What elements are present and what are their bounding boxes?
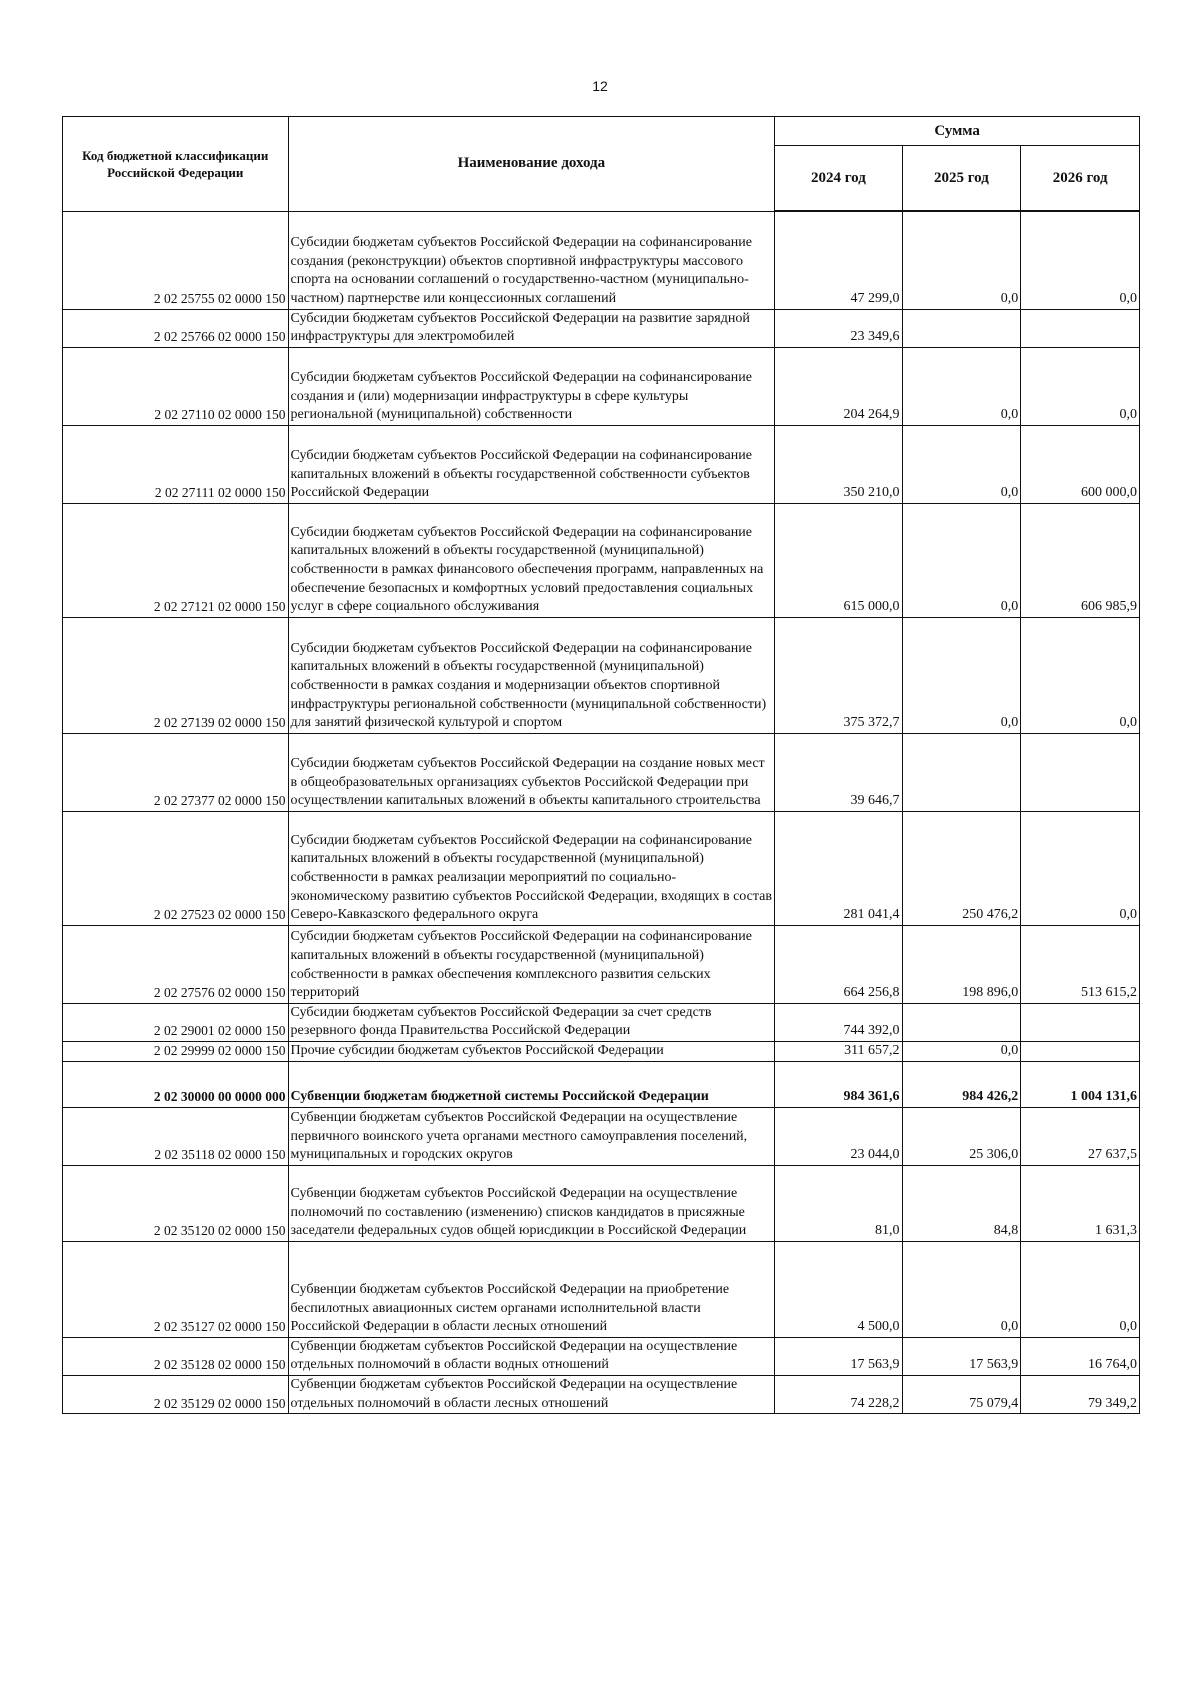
income-name-cell: Субсидии бюджетам субъектов Российской Федерации на софинансирование капитальных вложений в объекты государственной (муниципальной) собственности в рамках финансового обеспечения программ, направленных на обеспечение безопасных и комфортных условий предоставления социальных услуг в сфере социального обслуживания [288,503,775,617]
amount-2024-cell: 39 646,7 [775,733,902,811]
amount-2025-cell: 17 563,9 [902,1337,1021,1375]
budget-code-cell: 2 02 27523 02 0000 150 [63,811,289,925]
income-name-cell: Субвенции бюджетам бюджетной системы Российской Федерации [288,1061,775,1107]
amount-2025-cell: 0,0 [902,211,1021,309]
amount-2025-cell: 0,0 [902,617,1021,733]
table-body [63,211,1140,1414]
income-name-cell: Субсидии бюджетам субъектов Российской Федерации на софинансирование капитальных вложений в объекты государственной (муниципальной) собственности в рамках реализации мероприятий по социально-экономическому развитию субъектов Российской Федерации, входящих в состав Северо-Кавказского федерального округа [288,811,775,925]
table-row [63,1107,1140,1165]
budget-code-cell: 2 02 27110 02 0000 150 [63,347,289,425]
amount-2026-cell [1021,1003,1140,1041]
table-row [63,733,1140,811]
table-row [63,617,1140,733]
amount-2026-cell [1021,1041,1140,1061]
amount-2026-cell: 0,0 [1021,347,1140,425]
amount-2024-cell: 4 500,0 [775,1241,902,1337]
amount-2024-cell: 375 372,7 [775,617,902,733]
page-number: 12 [592,78,608,94]
amount-2025-cell: 0,0 [902,1241,1021,1337]
table-row [63,347,1140,425]
amount-2026-cell: 0,0 [1021,211,1140,309]
budget-code-cell: 2 02 25766 02 0000 150 [63,309,289,347]
header-code-column: Код бюджетной классификации Российской Федерации [63,117,289,212]
budget-code-cell: 2 02 27121 02 0000 150 [63,503,289,617]
amount-2024-cell: 744 392,0 [775,1003,902,1041]
amount-2024-cell: 23 044,0 [775,1107,902,1165]
income-name-cell: Субвенции бюджетам субъектов Российской Федерации на приобретение беспилотных авиационных систем органами исполнительной власти Российской Федерации в области лесных отношений [288,1241,775,1337]
table-row [63,503,1140,617]
amount-2025-cell: 25 306,0 [902,1107,1021,1165]
amount-2026-cell: 79 349,2 [1021,1376,1140,1414]
amount-2024-cell: 311 657,2 [775,1041,902,1061]
amount-2026-cell: 600 000,0 [1021,425,1140,503]
table-row [63,811,1140,925]
income-name-cell: Субсидии бюджетам субъектов Российской Федерации за счет средств резервного фонда Правительства Российской Федерации [288,1003,775,1041]
table-row [63,1241,1140,1337]
amount-2024-cell: 81,0 [775,1165,902,1241]
amount-2024-cell: 74 228,2 [775,1376,902,1414]
header-year-2025: 2025 год [902,146,1021,212]
budget-code-cell: 2 02 35129 02 0000 150 [63,1376,289,1414]
income-name-cell: Субсидии бюджетам субъектов Российской Федерации на софинансирование создания (реконструкции) объектов спортивной инфраструктуры массового спорта на основании соглашений о государственно-частном (муниципально-частном) партнерстве или концессионных соглашений [288,211,775,309]
header-year-2024: 2024 год [775,146,902,212]
income-name-cell: Субсидии бюджетам субъектов Российской Федерации на развитие зарядной инфраструктуры для электромобилей [288,309,775,347]
amount-2025-cell: 250 476,2 [902,811,1021,925]
budget-table [62,116,1140,1414]
amount-2025-cell: 984 426,2 [902,1061,1021,1107]
budget-code-cell: 2 02 25755 02 0000 150 [63,211,289,309]
amount-2026-cell: 27 637,5 [1021,1107,1140,1165]
income-name-cell: Субвенции бюджетам субъектов Российской Федерации на осуществление отдельных полномочий в области лесных отношений [288,1376,775,1414]
budget-code-cell: 2 02 27111 02 0000 150 [63,425,289,503]
income-name-cell: Субсидии бюджетам субъектов Российской Федерации на софинансирование капитальных вложений в объекты государственной (муниципальной) собственности в рамках создания и модернизации объектов спортивной инфраструктуры региональной собственности (муниципальной собственности) для занятий физической культурой и спортом [288,617,775,733]
budget-code-cell: 2 02 35127 02 0000 150 [63,1241,289,1337]
income-name-cell: Субсидии бюджетам субъектов Российской Федерации на создание новых мест в общеобразовательных организациях субъектов Российской Федерации при осуществлении капитальных вложений в объекты капитального строительства [288,733,775,811]
amount-2026-cell: 0,0 [1021,617,1140,733]
amount-2025-cell: 198 896,0 [902,925,1021,1003]
amount-2026-cell [1021,309,1140,347]
budget-code-cell: 2 02 35118 02 0000 150 [63,1107,289,1165]
table-row [63,309,1140,347]
header-year-2026: 2026 год [1021,146,1140,212]
budget-code-cell: 2 02 27576 02 0000 150 [63,925,289,1003]
amount-2025-cell: 0,0 [902,1041,1021,1061]
amount-2026-cell: 1 004 131,6 [1021,1061,1140,1107]
amount-2026-cell: 0,0 [1021,1241,1140,1337]
amount-2026-cell: 16 764,0 [1021,1337,1140,1375]
income-name-cell: Субвенции бюджетам субъектов Российской Федерации на осуществление первичного воинского учета органами местного самоуправления поселений, муниципальных и городских округов [288,1107,775,1165]
table-row [63,211,1140,309]
table-row [63,1041,1140,1061]
header-sum-column: Сумма [775,117,1140,146]
budget-code-cell: 2 02 35120 02 0000 150 [63,1165,289,1241]
budget-code-cell: 2 02 27377 02 0000 150 [63,733,289,811]
budget-code-cell: 2 02 29001 02 0000 150 [63,1003,289,1041]
amount-2025-cell: 0,0 [902,425,1021,503]
amount-2024-cell: 47 299,0 [775,211,902,309]
income-name-cell: Субсидии бюджетам субъектов Российской Федерации на софинансирование создания и (или) модернизации инфраструктуры в сфере культуры региональной (муниципальной) собственности [288,347,775,425]
amount-2026-cell [1021,733,1140,811]
budget-code-cell: 2 02 35128 02 0000 150 [63,1337,289,1375]
amount-2026-cell: 606 985,9 [1021,503,1140,617]
amount-2024-cell: 615 000,0 [775,503,902,617]
income-name-cell: Субвенции бюджетам субъектов Российской Федерации на осуществление полномочий по составлению (изменению) списков кандидатов в присяжные заседатели федеральных судов общей юрисдикции в Российской Федерации [288,1165,775,1241]
amount-2026-cell: 1 631,3 [1021,1165,1140,1241]
budget-code-cell: 2 02 29999 02 0000 150 [63,1041,289,1061]
amount-2024-cell: 204 264,9 [775,347,902,425]
amount-2024-cell: 350 210,0 [775,425,902,503]
income-name-cell: Субсидии бюджетам субъектов Российской Федерации на софинансирование капитальных вложений в объекты государственной (муниципальной) собственности в рамках обеспечения комплексного развития сельских территорий [288,925,775,1003]
table-row [63,1165,1140,1241]
table-row [63,1337,1140,1375]
amount-2026-cell: 513 615,2 [1021,925,1140,1003]
amount-2025-cell [902,1003,1021,1041]
amount-2024-cell: 23 349,6 [775,309,902,347]
amount-2025-cell [902,733,1021,811]
header-name-column: Наименование дохода [288,117,775,212]
income-name-cell: Субвенции бюджетам субъектов Российской Федерации на осуществление отдельных полномочий в области водных отношений [288,1337,775,1375]
budget-code-cell: 2 02 30000 00 0000 000 [63,1061,289,1107]
amount-2025-cell: 84,8 [902,1165,1021,1241]
table-row [63,925,1140,1003]
amount-2025-cell [902,309,1021,347]
amount-2024-cell: 984 361,6 [775,1061,902,1107]
amount-2025-cell: 0,0 [902,503,1021,617]
amount-2025-cell: 75 079,4 [902,1376,1021,1414]
amount-2025-cell: 0,0 [902,347,1021,425]
income-name-cell: Субсидии бюджетам субъектов Российской Федерации на софинансирование капитальных вложений в объекты государственной собственности субъектов Российской Федерации [288,425,775,503]
table-row [63,1003,1140,1041]
amount-2024-cell: 17 563,9 [775,1337,902,1375]
budget-code-cell: 2 02 27139 02 0000 150 [63,617,289,733]
table-row [63,425,1140,503]
table-row [63,1061,1140,1107]
amount-2026-cell: 0,0 [1021,811,1140,925]
income-name-cell: Прочие субсидии бюджетам субъектов Российской Федерации [288,1041,775,1061]
table-row [63,1376,1140,1414]
amount-2024-cell: 281 041,4 [775,811,902,925]
amount-2024-cell: 664 256,8 [775,925,902,1003]
